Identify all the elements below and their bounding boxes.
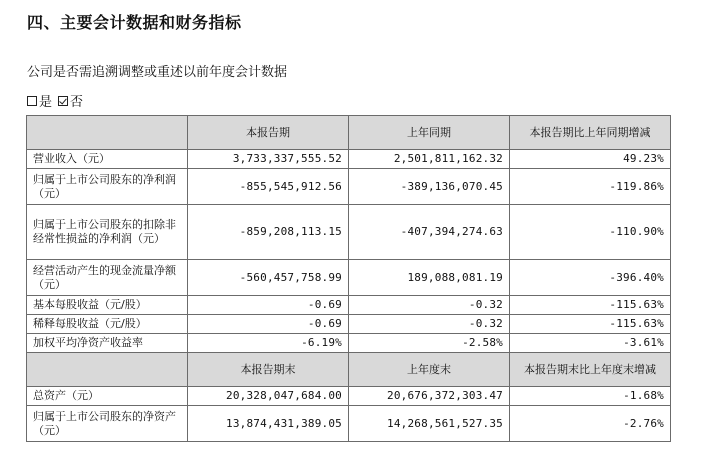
change-value: -3.61% <box>510 334 671 353</box>
section-heading: 四、主要会计数据和财务指标 <box>27 13 242 32</box>
change-value: -115.63% <box>510 315 671 334</box>
change-value: -115.63% <box>510 296 671 315</box>
header-period-end: 本报告期末 <box>188 353 349 387</box>
prior-value: 20,676,372,303.47 <box>349 387 510 406</box>
change-value: -396.40% <box>510 260 671 296</box>
checkbox-yes[interactable] <box>27 96 37 106</box>
change-value: -2.76% <box>510 406 671 442</box>
header-period-end-change: 本报告期末比上年度末增减 <box>510 353 671 387</box>
header-blank-cell <box>27 116 188 150</box>
row-label: 归属于上市公司股东的净资产（元） <box>27 406 188 442</box>
current-value: -0.69 <box>188 296 349 315</box>
row-label: 基本每股收益（元/股） <box>27 296 188 315</box>
row-label: 经营活动产生的现金流量净额（元） <box>27 260 188 296</box>
change-value: -1.68% <box>510 387 671 406</box>
row-label: 归属于上市公司股东的净利润（元） <box>27 169 188 205</box>
current-value: 13,874,431,389.05 <box>188 406 349 442</box>
table-row <box>27 260 671 296</box>
table-row <box>27 296 671 315</box>
option-no[interactable] <box>58 91 83 110</box>
change-value: -110.90% <box>510 205 671 260</box>
table-row <box>27 205 671 260</box>
table-row <box>27 169 671 205</box>
table-row <box>27 387 671 406</box>
change-value: -119.86% <box>510 169 671 205</box>
financial-indicators-table <box>26 115 671 442</box>
prior-value: -0.32 <box>349 315 510 334</box>
current-value: -560,457,758.99 <box>188 260 349 296</box>
prior-value: -2.58% <box>349 334 510 353</box>
prior-value: 189,088,081.19 <box>349 260 510 296</box>
current-value: -855,545,912.56 <box>188 169 349 205</box>
restatement-question: 公司是否需追溯调整或重述以前年度会计数据 <box>27 65 288 80</box>
current-value: 20,328,047,684.00 <box>188 387 349 406</box>
row-label: 营业收入（元） <box>27 150 188 169</box>
prior-value: 14,268,561,527.35 <box>349 406 510 442</box>
table-header-row <box>27 353 671 387</box>
current-value: -859,208,113.15 <box>188 205 349 260</box>
option-yes-label: 是 <box>39 95 53 110</box>
option-no-label: 否 <box>70 95 84 110</box>
header-period-change: 本报告期比上年同期增减 <box>510 116 671 150</box>
table-row <box>27 334 671 353</box>
row-label: 加权平均净资产收益率 <box>27 334 188 353</box>
header-prior-period: 上年同期 <box>349 116 510 150</box>
checkbox-no-checked[interactable] <box>58 96 68 106</box>
header-blank-cell <box>27 353 188 387</box>
header-current-period: 本报告期 <box>188 116 349 150</box>
row-label: 总资产（元） <box>27 387 188 406</box>
table-row <box>27 150 671 169</box>
row-label: 归属于上市公司股东的扣除非经常性损益的净利润（元） <box>27 205 188 260</box>
prior-value: -407,394,274.63 <box>349 205 510 260</box>
header-prior-year-end: 上年度末 <box>349 353 510 387</box>
table-row <box>27 406 671 442</box>
option-yes[interactable] <box>27 91 52 110</box>
change-value: 49.23% <box>510 150 671 169</box>
current-value: 3,733,337,555.52 <box>188 150 349 169</box>
current-value: -0.69 <box>188 315 349 334</box>
current-value: -6.19% <box>188 334 349 353</box>
prior-value: -389,136,070.45 <box>349 169 510 205</box>
row-label: 稀释每股收益（元/股） <box>27 315 188 334</box>
table-header-row <box>27 116 671 150</box>
restatement-options <box>27 91 89 110</box>
table-row <box>27 315 671 334</box>
prior-value: -0.32 <box>349 296 510 315</box>
prior-value: 2,501,811,162.32 <box>349 150 510 169</box>
